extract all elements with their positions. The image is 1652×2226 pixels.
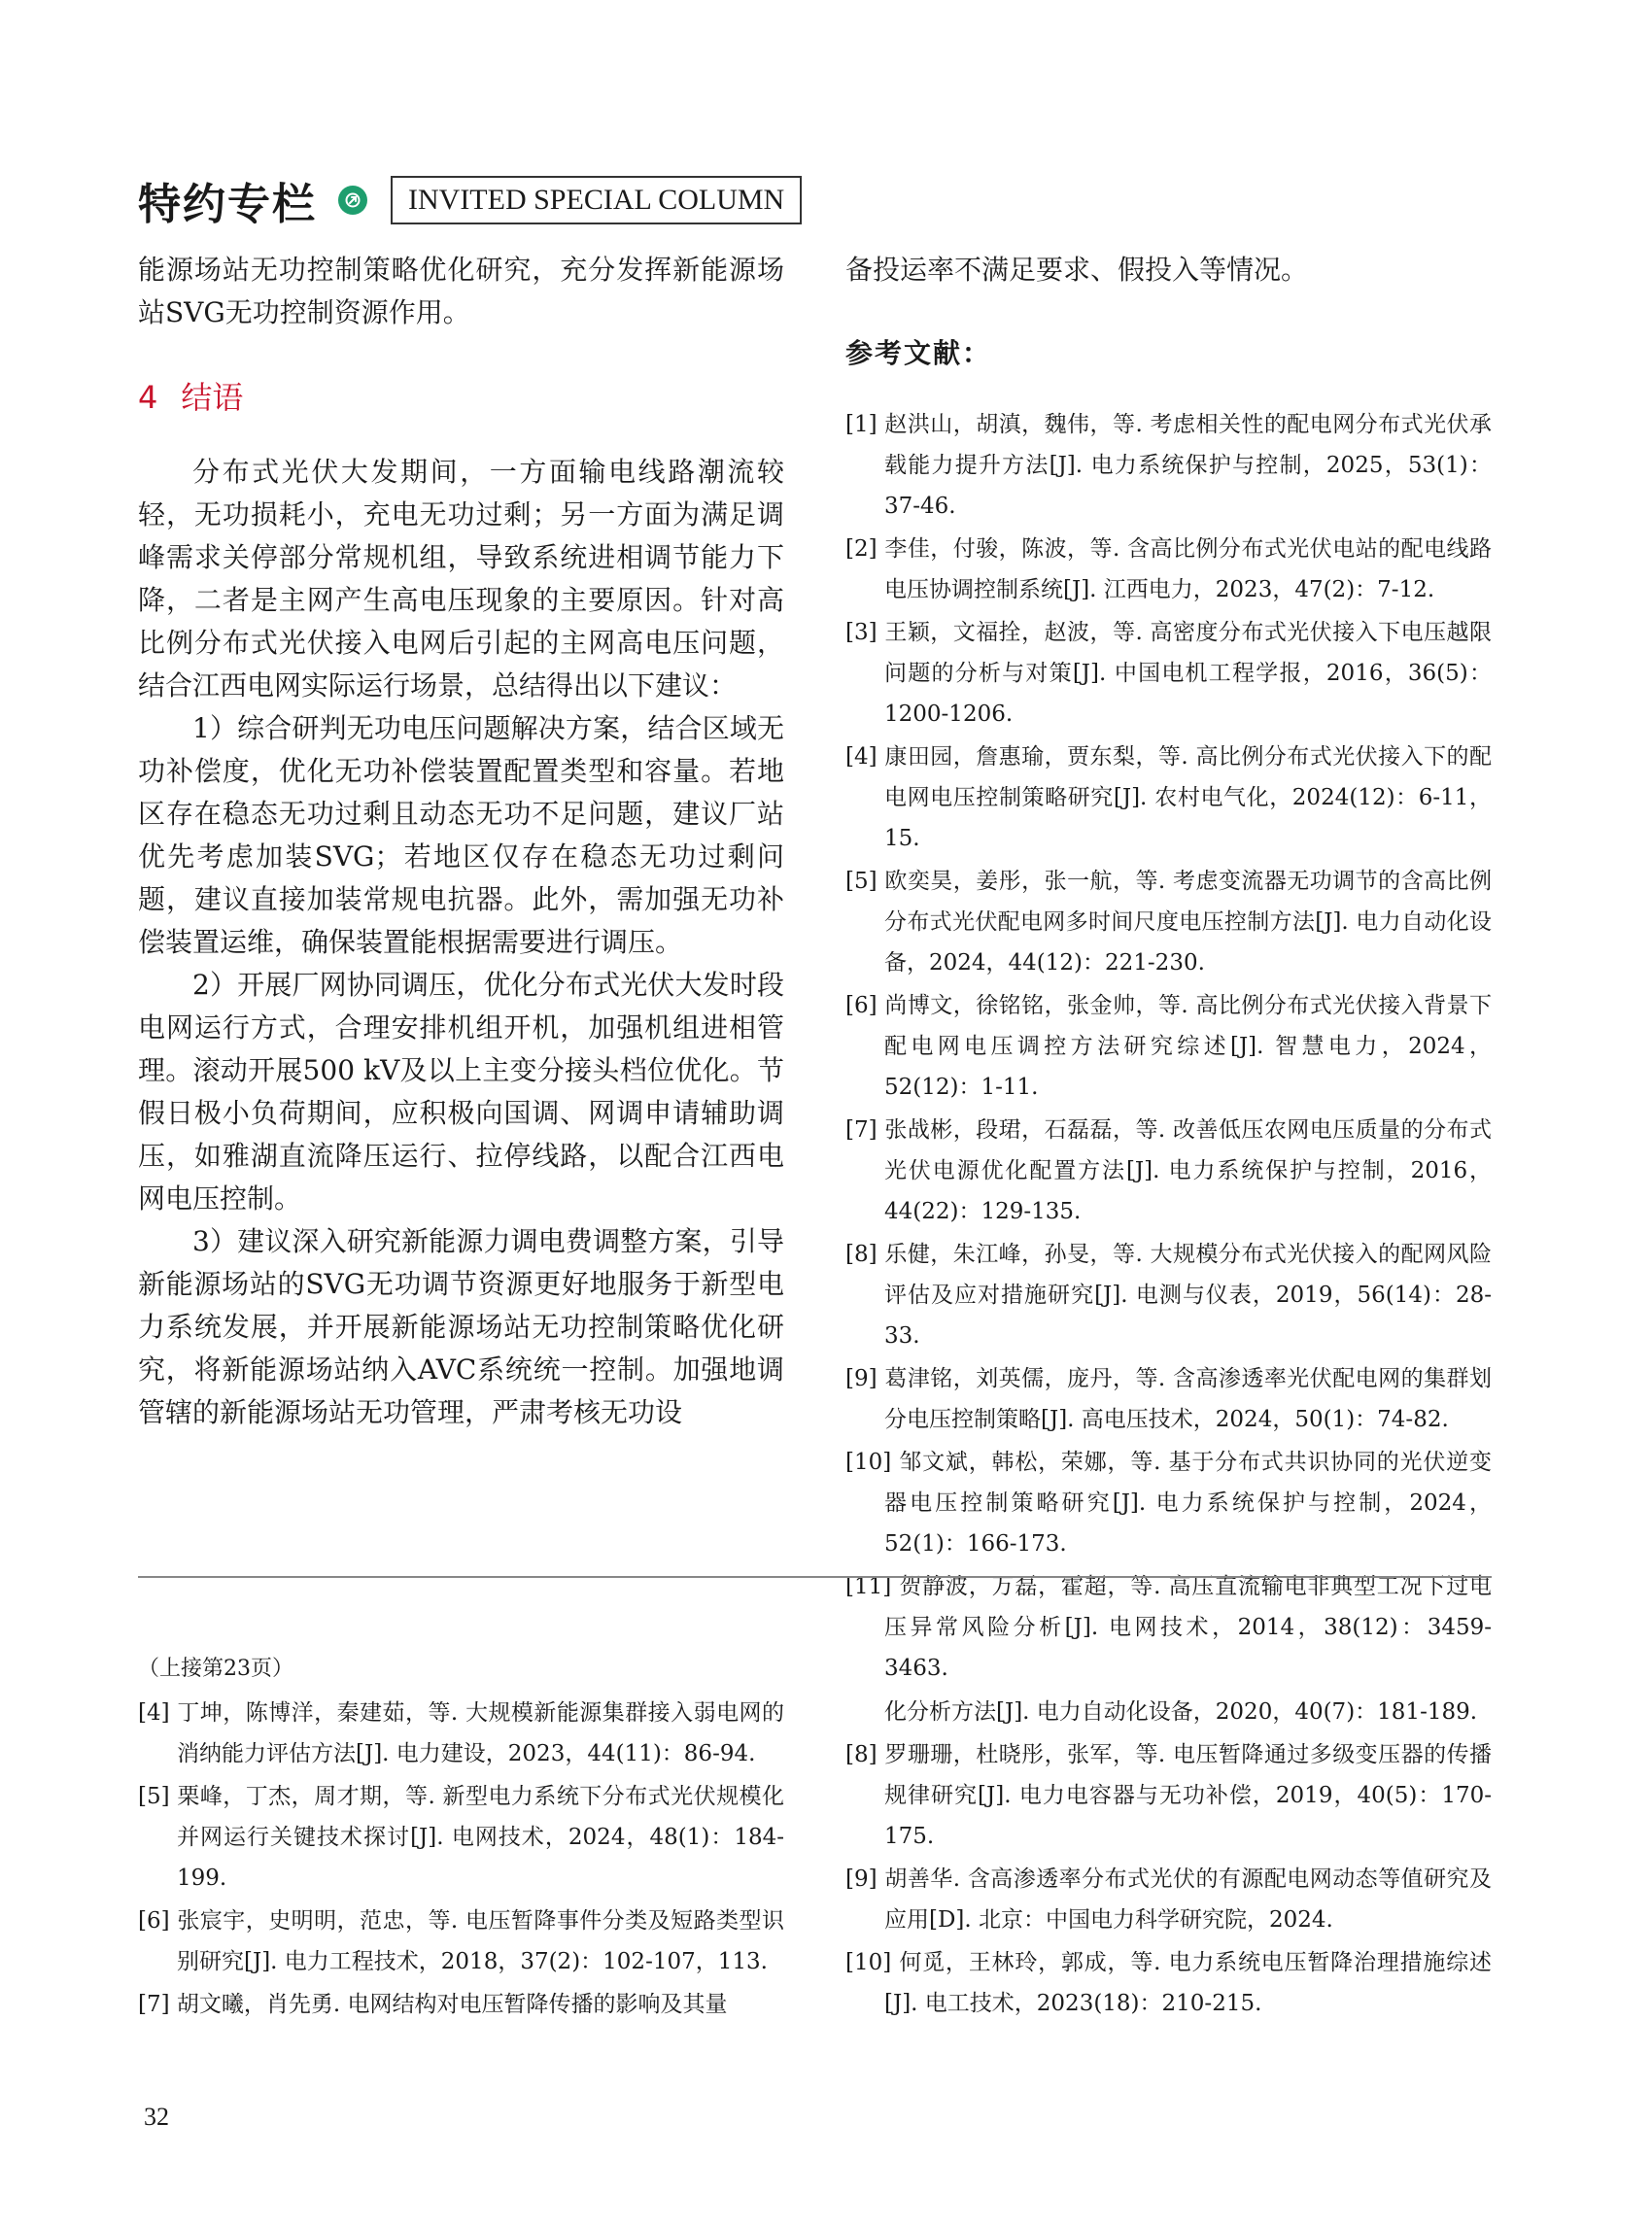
reference-item: [11] 贺静波，万磊，霍超，等. 高压直流输电非典型工况下过电压异常风险分析[J]. 电网技术，2014，38(12)：3459-3463. [845, 1574, 1492, 1681]
page-number: 32 [144, 2103, 169, 2131]
bottom-right-references [845, 1692, 1492, 2026]
reference-item: [10] 何觅，王林玲，郭成，等. 电力系统电压暂降治理措施综述[J]. 电工技术，2023(18)：210-215. [845, 1950, 1492, 2016]
reference-continuation: 化分析方法[J]. 电力自动化设备，2020，40(7)：181-189. [884, 1699, 1478, 1725]
continued-text: 能源场站无功控制策略优化研究，充分发挥新能源场站SVG无功控制资源作用。 [138, 254, 784, 328]
section-heading [138, 373, 784, 418]
reference-item: [9] 胡善华. 含高渗透率分布式光伏的有源配电网动态等值研究及应用[D]. 北京：中国电力科学研究院，2024. [845, 1866, 1492, 1933]
reference-list [845, 404, 1492, 1689]
paragraph-intro: 分布式光伏大发期间，一方面输电线路潮流较轻，无功损耗小，充电无功过剩；另一方面为满足调峰需求关停部分常规机组，导致系统进相调节能力下降，二者是主网产生高电压现象的主要原因。针对高比例分布式光伏接入电网后引起的主网高电压问题，结合江西电网实际运行场景，总结得出以下建议： [138, 456, 784, 702]
reference-item: [7] 张战彬，段珺，石磊磊，等. 改善低压农网电压质量的分布式光伏电源优化配置方法[J]. 电力系统保护与控制，2016，44(22)：129-135. [845, 1117, 1492, 1224]
column-title: 特约专栏 [138, 180, 317, 229]
left-column [138, 249, 784, 1434]
bottom-left-references [138, 1652, 784, 2027]
reference-item: [4] 丁坤，陈博洋，秦建茹，等. 大规模新能源集群接入弱电网的消纳能力评估方法[J]. 电力建设，2023，44(11)：86-94. [138, 1700, 784, 1766]
paragraph-recommendation-3: 3）建议深入研究新能源力调电费调整方案，引导新能源场站的SVG无功调节资源更好地服务于新型电力系统发展，并开展新能源场站无功控制策略优化研究，将新能源场站纳入AVC系统统一控制。加强地调管辖的新能源场站无功管理，严肃考核无功设 [138, 1225, 784, 1428]
reference-item: [9] 葛津铭，刘英儒，庞丹，等. 含高渗透率光伏配电网的集群划分电压控制策略[J]. 高电压技术，2024，50(1)：74-82. [845, 1366, 1492, 1432]
reference-item: [6] 尚博文，徐铭铭，张金帅，等. 高比例分布式光伏接入背景下配电网电压调控方法研究综述[J]. 智慧电力，2024，52(12)：1-11. [845, 993, 1492, 1100]
reference-item: [4] 康田园，詹惠瑜，贾东梨，等. 高比例分布式光伏接入下的配电网电压控制策略研究[J]. 农村电气化，2024(12)：6-11，15. [845, 744, 1492, 851]
arrow-glyph [344, 191, 361, 209]
reference-item: [8] 罗珊珊，杜晓彤，张军，等. 电压暂降通过多级变压器的传播规律研究[J]. 电力电容器与无功补偿，2019，40(5)：170-175. [845, 1742, 1492, 1849]
paragraph-recommendation-1: 1）综合研判无功电压问题解决方案，结合区域无功补偿度，优化无功补偿装置配置类型和容量。若地区存在稳态无功过剩且动态无功不足问题，建议厂站优先考虑加装SVG；若地区仅存在稳态无功过剩问题，建议直接加装常规电抗器。此外，需加强无功补偿装置运维，确保装置能根据需要进行调压。 [138, 712, 784, 958]
paragraph-recommendation-2: 2）开展厂网协同调压，优化分布式光伏大发时段电网运行方式，合理安排机组开机，加强机组进相管理。滚动开展500 kV及以上主变分接头档位优化。节假日极小负荷期间，应积极向国调、网调申请辅助调压，如雅湖直流降压运行、拉停线路，以配合江西电网电压控制。 [138, 969, 784, 1215]
right-column [845, 249, 1492, 1691]
arrow-up-right-icon [338, 186, 367, 215]
reference-item: [6] 张宸宇，史明明，范忠，等. 电压暂降事件分类及短路类型识别研究[J]. 电力工程技术，2018，37(2)：102-107，113. [138, 1908, 784, 1974]
reference-item: [5] 欧奕昊，姜彤，张一航，等. 考虑变流器无功调节的含高比例分布式光伏配电网多时间尺度电压控制方法[J]. 电力自动化设备，2024，44(12)：221-230. [845, 869, 1492, 976]
column-header [138, 173, 802, 227]
english-column-title: INVITED SPECIAL COLUMN [391, 176, 802, 224]
reference-item: [3] 王颖，文福拴，赵波，等. 高密度分布式光伏接入下电压越限问题的分析与对策[J]. 中国电机工程学报，2016，36(5)：1200-1206. [845, 620, 1492, 727]
continued-text: 备投运率不满足要求、假投入等情况。 [845, 254, 1309, 286]
reference-item: [1] 赵洪山，胡滇，魏伟，等. 考虑相关性的配电网分布式光伏承载能力提升方法[J]. 电力系统保护与控制，2025，53(1)：37-46. [845, 412, 1492, 519]
section-divider [138, 1576, 1492, 1578]
section-title: 结语 [181, 379, 244, 416]
section-number: 4 [138, 379, 158, 416]
continued-from-note: （上接第23页） [138, 1657, 293, 1681]
reference-item: [7] 胡文曦，肖先勇. 电网结构对电压暂降传播的影响及其量 [138, 1992, 728, 2017]
reference-item: [5] 栗峰，丁杰，周才期，等. 新型电力系统下分布式光伏规模化并网运行关键技术探讨[J]. 电网技术，2024，48(1)：184-199. [138, 1784, 784, 1891]
reference-item: [10] 邹文斌，韩松，荣娜，等. 基于分布式共识协同的光伏逆变器电压控制策略研究[J]. 电力系统保护与控制，2024，52(1)：166-173. [845, 1450, 1492, 1557]
references-heading: 参考文献： [845, 337, 992, 369]
reference-item: [2] 李佳，付骏，陈波，等. 含高比例分布式光伏电站的配电线路电压协调控制系统[J]. 江西电力，2023，47(2)：7-12. [845, 536, 1492, 602]
reference-item: [8] 乐健，朱江峰，孙旻，等. 大规模分布式光伏接入的配网风险评估及应对措施研究[J]. 电测与仪表，2019，56(14)：28-33. [845, 1242, 1492, 1349]
